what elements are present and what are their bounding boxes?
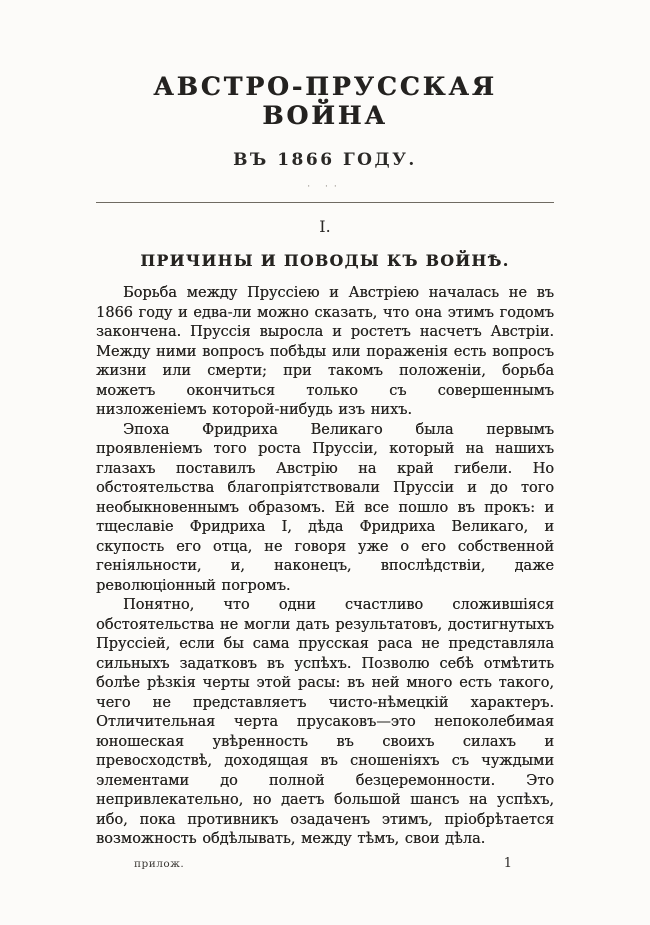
text-block (96, 0, 554, 871)
section-heading: ПРИЧИНЫ И ПОВОДЫ КЪ ВОЙНѢ. (140, 251, 510, 270)
divider-rule (96, 202, 554, 203)
body-text (96, 284, 554, 850)
page-number: 1 (503, 855, 512, 871)
ornament-dots: · ·· (307, 182, 343, 192)
paragraph: Борьба между Пруссіею и Австріею началась не въ 1866 году и едва-ли можно сказать, что она этимъ годомъ закончена. Пруссія выросла и ростетъ насчетъ Австріи. Между ними вопросъ побѣды или пораженія есть вопросъ жизни или смерти; при такомъ положеніи, борьба можетъ окончиться только съ совершеннымъ низложеніемъ которой-нибудь изъ нихъ. (96, 285, 554, 418)
page-subtitle: ВЪ 1866 ГОДУ. (233, 150, 417, 170)
footer-signature: прилож. (134, 857, 185, 870)
page-title: АВСТРО-ПРУССКАЯ ВОЙНА (153, 72, 497, 130)
chapter-number: I. (319, 217, 331, 236)
page-footer (96, 856, 554, 871)
paragraph: Эпоха Фридриха Великаго была первымъ проявленіемъ того роста Пруссіи, который на нашихъ глазахъ поставилъ Австрію на край гибели. Но обстоятельства благопріятствовали Пруссіи и до того необыкновеннымъ образомъ. Ей все пошло въ прокъ: и тщеславіе Фридриха I, дѣда Фридриха Великаго, и скупость его отца, не говоря уже о его собственной геніяльности, и, наконецъ, впослѣдствіи, даже революціонный погромъ. (96, 421, 554, 594)
paragraph: Понятно, что одни счастливо сложившіяся обстоятельства не могли дать результатовъ, достигнутыхъ Пруссіей, если бы сама прусская раса не представляла сильныхъ задатковъ въ успѣхъ. Позволю себѣ отмѣтить болѣе рѣзкія черты этой расы: въ ней много есть такого, чего не представляетъ чисто-нѣмецкій характеръ. Отличительная черта прусаковъ—это непоколебимая юношеская увѣренность въ своихъ силахъ и превосходствѣ, доходящая въ сношеніяхъ съ чуждыми элементами до полной безцеремонности. Это непривлекательно, но даетъ большой шансъ на успѣхъ, ибо, пока противникъ озадаченъ этимъ, пріобрѣтается возможность обдѣлывать, между тѣмъ, свои дѣла. (96, 597, 554, 847)
